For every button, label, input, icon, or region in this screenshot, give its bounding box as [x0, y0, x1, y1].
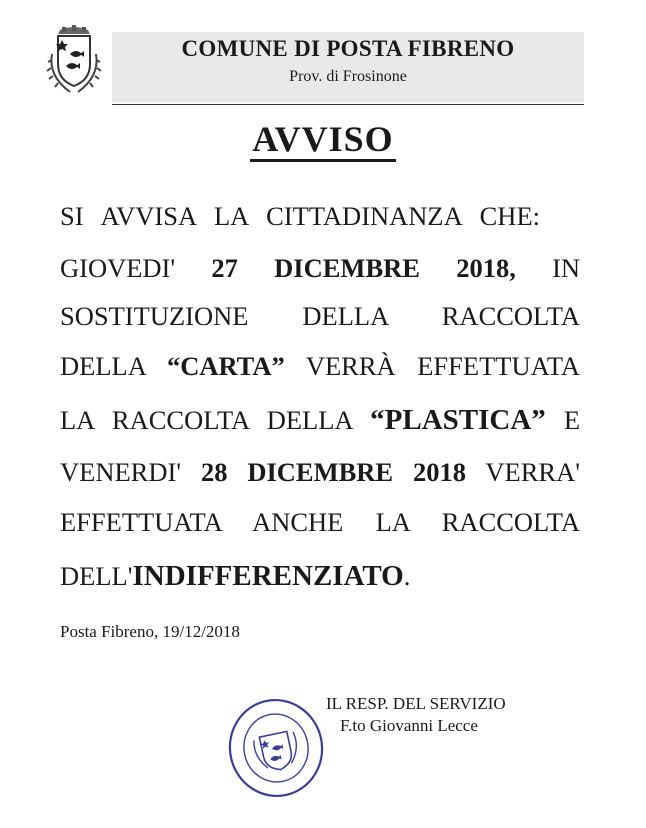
notice-line: EFFETTUATA ANCHE LA RACCOLTA	[60, 507, 581, 537]
place-date: Posta Fibreno, 19/12/2018	[60, 622, 240, 641]
notice-line: LA RACCOLTA DELLA “PLASTICA” E	[60, 404, 581, 436]
header-band	[112, 32, 584, 102]
notice-line: SOSTITUZIONE DELLA RACCOLTA	[60, 301, 581, 331]
official-stamp-icon	[226, 696, 326, 800]
province-subtitle: Prov. di Frosinone	[289, 68, 407, 85]
notice-title: AVVISO	[0, 118, 646, 160]
notice-line: DELL'INDIFFERENZIATO.	[60, 560, 411, 592]
municipality-title: COMUNE DI POSTA FIBRENO	[181, 36, 515, 61]
coat-of-arms-icon	[44, 24, 104, 100]
notice-line: SI AVVISA LA CITTADINANZA CHE:	[60, 201, 540, 231]
notice-line: GIOVEDI' 27 DICEMBRE 2018, IN	[60, 253, 581, 283]
notice-line: DELLA “CARTA” VERRÀ EFFETTUATA	[60, 351, 581, 381]
notice-line: VENERDI' 28 DICEMBRE 2018 VERRA'	[60, 457, 581, 487]
signatory-name: F.to Giovanni Lecce	[340, 716, 478, 735]
signatory-role: IL RESP. DEL SERVIZIO	[326, 694, 506, 713]
header-divider	[112, 104, 584, 105]
